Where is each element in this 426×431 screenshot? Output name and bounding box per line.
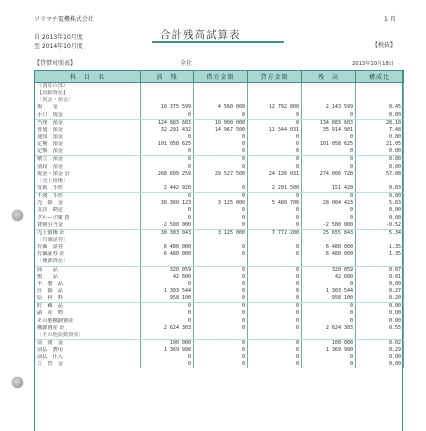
amount-cell: 0 [302,310,356,317]
table-row [35,164,404,171]
table-row [35,148,404,156]
amount-cell: 0 [194,318,248,325]
amount-cell: 0 [302,112,356,120]
column-header: 貸方金額 [248,71,302,83]
amount-cell: -0.52 [356,222,404,230]
table-row [35,361,404,368]
amount-cell: 0 [194,148,248,156]
amount-cell: 28.10 [356,119,404,127]
amount-cell [194,83,248,91]
amount-cell: 0 [248,193,302,201]
amount-cell: 3 125 000 [194,229,248,237]
amount-cell: 0 [302,134,356,141]
amount-cell: 1 369 990 [302,347,356,354]
table-row [35,318,404,325]
amount-cell: 0 [194,164,248,171]
account-name-cell: 棚卸資産 計 [35,325,141,332]
amount-cell: 0.00 [356,215,404,222]
amount-cell: 320 059 [302,266,356,274]
account-name-cell: 現 金 [35,104,141,111]
amount-cell: 0 [248,288,302,295]
amount-cell: 958 100 [141,295,194,303]
amount-cell: 2 442 920 [141,185,194,193]
amount-cell: 0 [248,361,302,368]
table-row [35,97,404,104]
account-name-cell: 〔有価証券〕 [35,237,141,244]
amount-cell: 2 624 303 [302,325,356,332]
amount-cell: 0 [141,207,194,214]
amount-cell: 0 [248,339,302,347]
amount-cell: 0.02 [356,339,404,347]
amount-cell: 0 [194,347,248,354]
amount-cell: 0 [141,215,194,222]
account-name-cell: 売 掛 金 [35,200,141,207]
amount-cell: 0 [194,295,248,303]
amount-cell: 5 480 700 [248,200,302,207]
amount-cell: 0 [302,215,356,222]
table-row [35,347,404,354]
amount-cell [141,332,194,340]
amount-cell: 0 [194,134,248,141]
amount-cell: 0 [194,222,248,230]
amount-cell: 0 [248,274,302,281]
amount-cell [356,237,404,244]
amount-cell: 274 000 728 [302,171,356,178]
amount-cell: 0.00 [356,281,404,288]
amount-cell: 0.29 [356,347,404,354]
amount-cell: 0.00 [356,303,404,311]
table-body [35,83,404,369]
amount-cell: 1 369 990 [141,347,194,354]
amount-cell [141,237,194,244]
amount-cell: 29 527 500 [194,171,248,178]
amount-cell: 0 [194,215,248,222]
table-row [35,215,404,222]
amount-cell: 0 [248,148,302,156]
amount-cell: 101 058 625 [302,141,356,148]
amount-cell: 0 [141,318,194,325]
amount-cell: 2 624 303 [141,325,194,332]
amount-cell [356,258,404,266]
amount-cell: 0.20 [356,295,404,303]
amount-cell: 0 [302,148,356,156]
amount-cell: 1.35 [356,244,404,251]
page-number: 1 頁 [384,16,396,23]
account-name-cell: 通知 預金 [35,134,141,141]
amount-cell: 0 [194,193,248,201]
account-name-cell: 定額 預金 [35,148,141,156]
account-name-cell: 〔棚卸資産〕 [35,258,141,266]
amount-cell [302,332,356,340]
table-row [35,134,404,141]
account-name-cell: 受取 手形 [35,185,141,193]
amount-cell: 6 480 000 [141,244,194,251]
amount-cell [248,83,302,91]
amount-cell: 0 [248,164,302,171]
amount-cell [141,83,194,91]
company-name: ソリマチ電機株式会社 [34,16,94,23]
amount-cell: 0 [302,156,356,164]
account-name-cell: 《資産の部》 [35,83,141,91]
table-row [35,171,404,178]
amount-cell: 0 [194,274,248,281]
amount-cell: 0 [141,112,194,120]
amount-cell: -2 500 000 [302,222,356,230]
amount-cell: 0 [248,134,302,141]
amount-cell: 6 480 000 [141,251,194,258]
amount-cell: 7.48 [356,127,404,134]
amount-cell [248,90,302,97]
amount-cell: 0 [248,251,302,258]
amount-cell: 5.83 [356,200,404,207]
amount-cell: 30 303 043 [141,229,194,237]
title-underline [152,40,284,43]
table-row [35,274,404,281]
amount-cell [248,258,302,266]
account-name-cell: 半 製 品 [35,281,141,288]
amount-cell [302,97,356,104]
account-name-cell: 原 材 料 [35,295,141,303]
table-row [35,200,404,207]
amount-cell: 5.34 [356,229,404,237]
account-name-cell: その他棚卸資産 [35,318,141,325]
amount-cell: 0 [141,281,194,288]
amount-cell: 0 [194,339,248,347]
amount-cell [248,97,302,104]
table-row [35,251,404,258]
amount-cell: 151 420 [302,185,356,193]
amount-cell: 320 059 [141,266,194,274]
amount-cell [194,237,248,244]
amount-cell [302,258,356,266]
account-name-cell: 〔売上債権〕 [35,178,141,185]
account-name-cell: 支店 勘定 [35,207,141,214]
amount-cell: 2 143 599 [302,104,356,111]
amount-cell: 0 [302,303,356,311]
amount-cell: 14 967 500 [194,127,248,134]
amount-cell: 0 [194,185,248,193]
amount-cell: 0 [141,361,194,368]
amount-cell: 1.35 [356,251,404,258]
column-header: 科 目 名 [35,71,141,83]
amount-cell: -2 500 000 [141,222,194,230]
amount-cell: 0 [141,156,194,164]
account-name-cell: 立 替 金 [35,361,141,368]
amount-cell: 0 [248,318,302,325]
account-name-cell: 〔現金・預金〕 [35,97,141,104]
amount-cell: 0 [302,281,356,288]
amount-cell: 2 291 500 [248,185,302,193]
amount-cell: 1 303 544 [141,288,194,295]
table-row [35,207,404,214]
amount-cell: 0 [248,141,302,148]
table-row [35,112,404,120]
amount-cell: 0.03 [356,185,404,193]
amount-cell: 100 000 [141,339,194,347]
table-row [35,193,404,201]
amount-cell: 0 [248,325,302,332]
amount-cell: 0.55 [356,325,404,332]
amount-cell: 0 [194,207,248,214]
amount-cell: 12 792 000 [248,104,302,111]
amount-cell: 0 [141,134,194,141]
amount-cell [141,178,194,185]
amount-cell: 3 125 000 [194,200,248,207]
column-header: 前 残 [141,71,194,83]
amount-cell: 6 480 000 [302,251,356,258]
account-name-cell: 売上債権 計 [35,229,141,237]
account-name-cell: グループ間 貸 [35,215,141,222]
amount-cell: 0.00 [356,112,404,120]
amount-cell [356,97,404,104]
amount-cell: 42 600 [302,274,356,281]
amount-cell [248,178,302,185]
amount-cell: 0.00 [356,318,404,325]
amount-cell: 0 [302,193,356,201]
amount-cell: 0 [194,354,248,361]
table-row [35,104,404,111]
amount-cell: 0.00 [356,354,404,361]
report-title: 合計残高試算表 [160,29,241,41]
amount-cell [248,332,302,340]
amount-cell: 0.00 [356,156,404,164]
column-header: 構成比 [356,71,404,83]
column-header: 借方金額 [194,71,248,83]
account-name-cell: 前払 仕入 [35,354,141,361]
account-name-cell: 〔その他流動資産〕 [35,332,141,340]
amount-cell: 0 [194,303,248,311]
account-name-cell: 【流動資産】 [35,90,141,97]
account-name-cell: 別段 預金 [35,164,141,171]
amount-cell: 0 [194,251,248,258]
account-name-cell: 不渡 手形 [35,193,141,201]
account-name-cell: 有価 証券 [35,244,141,251]
amount-cell [141,258,194,266]
amount-cell: 0 [194,112,248,120]
amount-cell: 0.00 [356,310,404,317]
amount-cell: 32 291 432 [141,127,194,134]
report-type: 【貸借対照表】 [34,60,77,67]
table-row [35,339,404,347]
amount-cell: 0 [194,156,248,164]
amount-cell [302,178,356,185]
amount-cell: 0 [248,281,302,288]
amount-cell: 10 000 000 [194,119,248,127]
table-row [35,90,404,97]
amount-cell: 134 883 603 [302,119,356,127]
amount-cell: 0 [248,156,302,164]
account-name-cell: 普通 預金 [35,127,141,134]
account-name-cell: 前払 費用 [35,347,141,354]
table-row [35,325,404,332]
trial-balance-table [34,70,404,368]
amount-cell [141,97,194,104]
table-row [35,354,404,361]
amount-cell: 7 772 200 [248,229,302,237]
amount-cell: 42 600 [141,274,194,281]
amount-cell: 0.00 [356,148,404,156]
amount-cell: 0 [302,361,356,368]
account-name-cell: 有価証券 計 [35,251,141,258]
amount-cell: 0 [248,347,302,354]
table-row [35,266,404,274]
header-row [35,71,404,83]
table-row [35,288,404,295]
amount-cell: 0.00 [356,164,404,171]
amount-cell: 25 655 843 [302,229,356,237]
table-row [35,281,404,288]
amount-cell: 0 [302,354,356,361]
table-row [35,229,404,237]
amount-cell [302,90,356,97]
table-row [35,332,404,340]
table-row [35,156,404,164]
account-name-cell: 製 品 [35,274,141,281]
amount-cell: 0 [141,193,194,201]
table-row [35,237,404,244]
amount-cell [141,90,194,97]
amount-cell: 0.00 [356,361,404,368]
amount-cell: 28 004 423 [302,200,356,207]
amount-cell [194,90,248,97]
amount-cell: 100 000 [302,339,356,347]
table-row [35,258,404,266]
amount-cell: 0.27 [356,288,404,295]
amount-cell: 0 [248,215,302,222]
amount-cell [302,83,356,91]
amount-cell: 958 100 [302,295,356,303]
amount-cell: 124 883 603 [141,119,194,127]
amount-cell: 0.01 [356,274,404,281]
amount-cell: 0 [248,266,302,274]
account-name-cell: 商 品 [35,266,141,274]
column-header: 残 高 [302,71,356,83]
amount-cell [356,83,404,91]
table-row [35,178,404,185]
amount-cell: 0 [141,310,194,317]
amount-cell: 101 058 625 [141,141,194,148]
amount-cell: 0 [141,164,194,171]
amount-cell: 0 [248,119,302,127]
amount-cell: 0 [248,310,302,317]
amount-cell: 0 [248,112,302,120]
amount-cell: 1 303 544 [302,288,356,295]
amount-cell: 0 [248,354,302,361]
amount-cell: 0 [141,303,194,311]
amount-cell: 0 [194,288,248,295]
amount-cell: 0 [194,310,248,317]
amount-cell: 0 [141,148,194,156]
amount-cell: 24 136 031 [248,171,302,178]
period-from: 自 2013年10月度 [34,34,83,41]
table-row [35,127,404,134]
account-name-cell: 仕 掛 品 [35,288,141,295]
account-name-cell: 小口 現金 [35,112,141,120]
scope-label: 全社 [180,60,193,67]
amount-cell: 0 [302,207,356,214]
amount-cell: 57.08 [356,171,404,178]
amount-cell [194,258,248,266]
amount-cell: 0 [194,361,248,368]
amount-cell [194,97,248,104]
amount-cell: 268 609 259 [141,171,194,178]
account-name-cell: 当座 預金 [35,119,141,127]
account-name-cell: 前 渡 金 [35,339,141,347]
account-name-cell: 現金・預金 計 [35,171,141,178]
amount-cell: 11 344 031 [248,127,302,134]
print-date: 2013年10月18日 [352,61,394,67]
table-row [35,310,404,317]
account-name-cell: 貸倒引当金 [35,222,141,230]
amount-cell: 30 360 123 [141,200,194,207]
table-row [35,244,404,251]
table-row [35,119,404,127]
amount-cell: 0 [194,141,248,148]
tax-mode: 【税抜】 [372,42,397,49]
amount-cell: 0 [302,164,356,171]
amount-cell: 0 [302,318,356,325]
amount-cell: 6 480 000 [302,244,356,251]
account-name-cell: 積立 預金 [35,156,141,164]
account-name-cell: 副 産 物 [35,310,141,317]
amount-cell: 0 [248,295,302,303]
amount-cell: 10 375 599 [141,104,194,111]
amount-cell [356,332,404,340]
amount-cell: 0 [141,354,194,361]
table-row [35,222,404,230]
amount-cell [356,178,404,185]
amount-cell: 0.45 [356,104,404,111]
amount-cell: 35 914 901 [302,127,356,134]
amount-cell: 0 [248,207,302,214]
amount-cell [356,90,404,97]
account-name-cell: 貯 蔵 品 [35,303,141,311]
amount-cell [302,237,356,244]
table-row [35,295,404,303]
amount-cell: 0.00 [356,207,404,214]
binder-hole [12,377,23,388]
table-row [35,83,404,91]
amount-cell: 0.00 [356,134,404,141]
amount-cell: 0 [194,325,248,332]
amount-cell [194,178,248,185]
amount-cell: 0.00 [356,193,404,201]
amount-cell: 4 560 000 [194,104,248,111]
amount-cell: 0 [194,281,248,288]
binder-hole [12,210,23,221]
table-row [35,185,404,193]
amount-cell: 0 [194,266,248,274]
amount-cell: 0.07 [356,266,404,274]
period-to: 至 2014年10月度 [34,43,83,50]
table-row [35,303,404,311]
account-name-cell: 定期 預金 [35,141,141,148]
amount-cell [194,332,248,340]
amount-cell: 0 [248,222,302,230]
amount-cell [248,237,302,244]
table-row [35,141,404,148]
amount-cell: 0 [248,303,302,311]
amount-cell: 21.05 [356,141,404,148]
amount-cell: 0 [248,244,302,251]
amount-cell: 0 [194,244,248,251]
